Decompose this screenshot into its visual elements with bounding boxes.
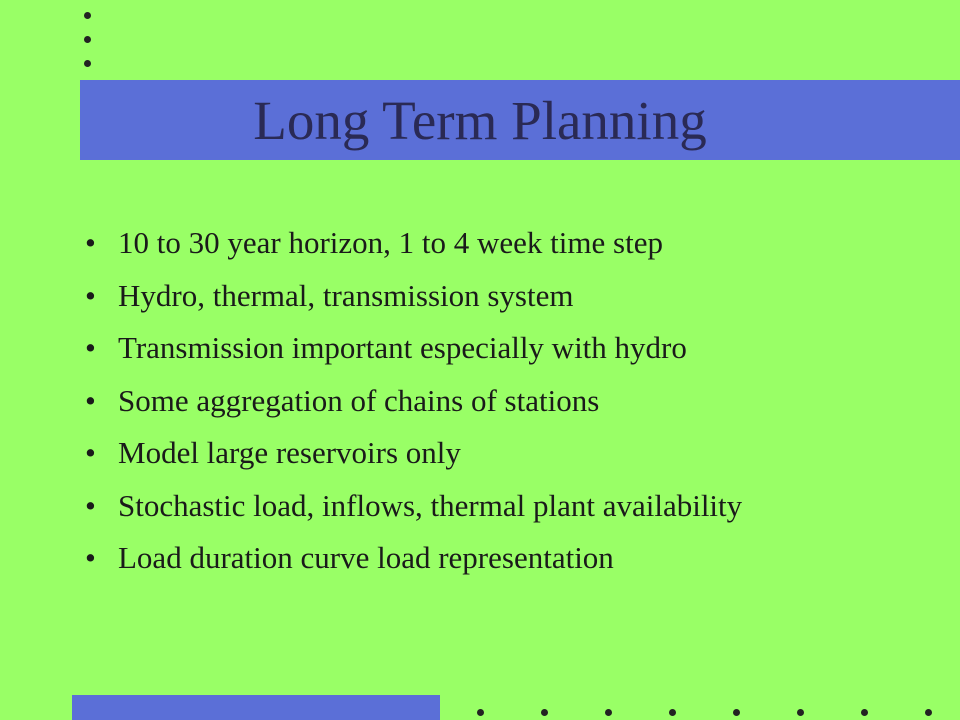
- slide-title: Long Term Planning: [253, 89, 707, 151]
- bullet-text: Transmission important especially with hydro: [118, 330, 687, 365]
- decorative-dot: [861, 709, 868, 716]
- bullet-item: [80, 322, 940, 375]
- bottom-accent-bar: [72, 695, 440, 720]
- decorative-dot: [477, 709, 484, 716]
- bullet-icon: •: [85, 487, 96, 523]
- decorative-dot: [797, 709, 804, 716]
- bullet-icon: •: [85, 540, 96, 575]
- bullet-item: [80, 217, 940, 270]
- bullet-item: [80, 532, 940, 585]
- decorative-dot: [84, 60, 91, 67]
- decorative-dot: [733, 709, 740, 716]
- bullet-list: [80, 217, 940, 585]
- decorative-dot: [541, 709, 548, 716]
- decorative-dot: [84, 36, 91, 43]
- bullet-icon: •: [85, 225, 96, 260]
- bullet-icon: •: [85, 330, 96, 365]
- bullet-item: [80, 375, 940, 428]
- bullet-item: [80, 480, 940, 533]
- bullet-icon: •: [85, 277, 96, 313]
- bullet-item: [80, 427, 940, 480]
- bullet-text: Stochastic load, inflows, thermal plant availability: [118, 487, 743, 523]
- decorative-dot: [84, 12, 91, 19]
- bullet-text: Load duration curve load representation: [118, 540, 614, 575]
- decorative-dot: [669, 709, 676, 716]
- decorative-dot: [605, 709, 612, 716]
- bullet-icon: •: [85, 382, 96, 418]
- bullet-item: [80, 270, 940, 323]
- bullet-icon: •: [85, 435, 96, 470]
- bullet-text: Model large reservoirs only: [118, 435, 461, 470]
- bullet-text: Some aggregation of chains of stations: [118, 382, 600, 418]
- decorative-dot: [925, 709, 932, 716]
- bullet-text: 10 to 30 year horizon, 1 to 4 week time step: [118, 225, 663, 260]
- bullet-text: Hydro, thermal, transmission system: [118, 277, 574, 313]
